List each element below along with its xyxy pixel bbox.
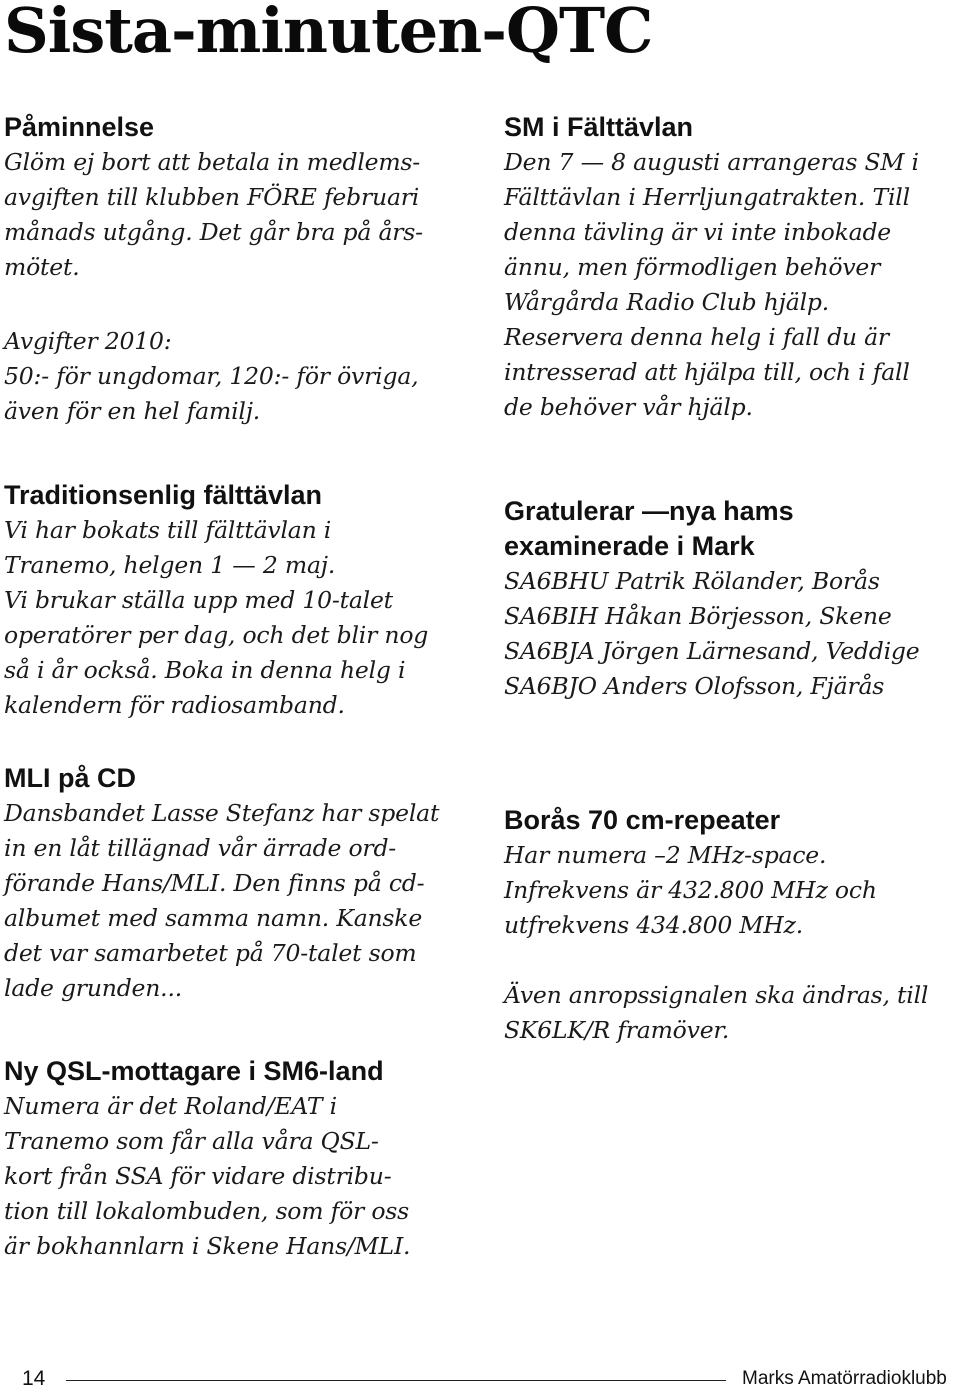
section-body — [504, 838, 956, 943]
section-body — [504, 978, 956, 1048]
section-body — [4, 513, 474, 723]
section-body — [4, 1089, 474, 1264]
body-line: månads utgång. Det går bra på års- — [4, 218, 423, 246]
section-mli-cd — [4, 761, 474, 1006]
body-line: Har numera –2 MHz-space. — [504, 841, 827, 869]
body-line: Den 7 — 8 augusti arrangeras SM i — [504, 148, 919, 176]
footer-club-name: Marks Amatörradioklubb — [742, 1368, 947, 1389]
section-qsl — [4, 1054, 474, 1264]
body-line: Vi har bokats till fälttävlan i — [4, 516, 332, 544]
body-line: intresserad att hjälpa till, och i fall — [504, 358, 910, 386]
body-line: kort från SSA för vidare distribu- — [4, 1162, 392, 1190]
body-line: de behöver vår hjälp. — [504, 393, 753, 421]
section-repeater — [504, 803, 956, 1048]
body-line: Glöm ej bort att betala in medlems- — [4, 148, 421, 176]
body-line: utfrekvens 434.800 MHz. — [504, 911, 803, 939]
body-line: Även anropssignalen ska ändras, till — [504, 981, 929, 1009]
body-line: denna tävling är vi inte inbokade — [504, 218, 892, 246]
heading-line: Gratulerar —nya hams — [504, 496, 794, 526]
body-line: SA6BJO Anders Olofsson, Fjärås — [504, 672, 885, 700]
heading-line: examinerade i Mark — [504, 531, 755, 561]
section-heading: Traditionsenlig fälttävlan — [4, 480, 323, 510]
section-sm-falttavlan — [504, 110, 956, 425]
body-line: Infrekvens är 432.800 MHz och — [504, 876, 877, 904]
body-line: operatörer per dag, och det blir nog — [4, 621, 429, 649]
section-avgifter — [4, 324, 474, 429]
body-line: SA6BIH Håkan Börjesson, Skene — [504, 602, 892, 630]
section-body — [4, 796, 474, 1006]
section-body — [504, 564, 956, 704]
body-line: mötet. — [4, 253, 80, 281]
body-line: Tranemo som får alla våra QSL- — [4, 1127, 379, 1155]
body-line: lade grunden... — [4, 974, 182, 1002]
section-heading: Påminnelse — [4, 112, 155, 142]
page-title: Sista-minuten-QTC — [4, 0, 653, 67]
section-gratulerar — [504, 494, 956, 704]
body-line: avgiften till klubben FÖRE februari — [4, 183, 420, 211]
body-line: även för en hel familj. — [4, 397, 261, 425]
body-line: Dansbandet Lasse Stefanz har spelat — [4, 799, 440, 827]
body-line: tion till lokalombuden, som för oss — [4, 1197, 410, 1225]
body-line: Fälttävlan i Herrljungatrakten. Till — [504, 183, 910, 211]
body-line: Vi brukar ställa upp med 10-talet — [4, 586, 393, 614]
body-line: albumet med samma namn. Kanske — [4, 904, 423, 932]
section-body — [504, 145, 956, 425]
section-heading: Ny QSL-mottagare i SM6-land — [4, 1056, 384, 1086]
body-line: det var samarbetet på 70-talet som — [4, 939, 417, 967]
page-number: 14 — [22, 1367, 46, 1390]
footer-divider — [66, 1380, 726, 1381]
body-line: Avgifter 2010: — [4, 327, 172, 355]
body-line: in en låt tillägnad vår ärrade ord- — [4, 834, 397, 862]
body-line: kalendern för radiosamband. — [4, 691, 345, 719]
section-body — [4, 324, 474, 429]
body-line: Wårgårda Radio Club hjälp. — [504, 288, 829, 316]
section-heading: SM i Fälttävlan — [504, 112, 694, 142]
body-line: ännu, men förmodligen behöver — [504, 253, 881, 281]
section-body — [4, 145, 474, 285]
section-heading: Borås 70 cm-repeater — [504, 805, 781, 835]
section-heading: MLI på CD — [4, 763, 136, 793]
body-line: SK6LK/R framöver. — [504, 1016, 730, 1044]
body-line: SA6BJA Jörgen Lärnesand, Veddige — [504, 637, 920, 665]
body-line: förande Hans/MLI. Den finns på cd- — [4, 869, 425, 897]
body-line: SA6BHU Patrik Rölander, Borås — [504, 567, 880, 595]
section-heading — [504, 494, 956, 564]
body-line: 50:- för ungdomar, 120:- för övriga, — [4, 362, 419, 390]
body-line: är bokhannlarn i Skene Hans/MLI. — [4, 1232, 411, 1260]
section-falttavlan — [4, 478, 474, 723]
body-line: Tranemo, helgen 1 — 2 maj. — [4, 551, 336, 579]
body-line: Reservera denna helg i fall du är — [504, 323, 889, 351]
body-line: så i år också. Boka in denna helg i — [4, 656, 406, 684]
section-paminnelse — [4, 110, 474, 285]
body-line: Numera är det Roland/EAT i — [4, 1092, 337, 1120]
